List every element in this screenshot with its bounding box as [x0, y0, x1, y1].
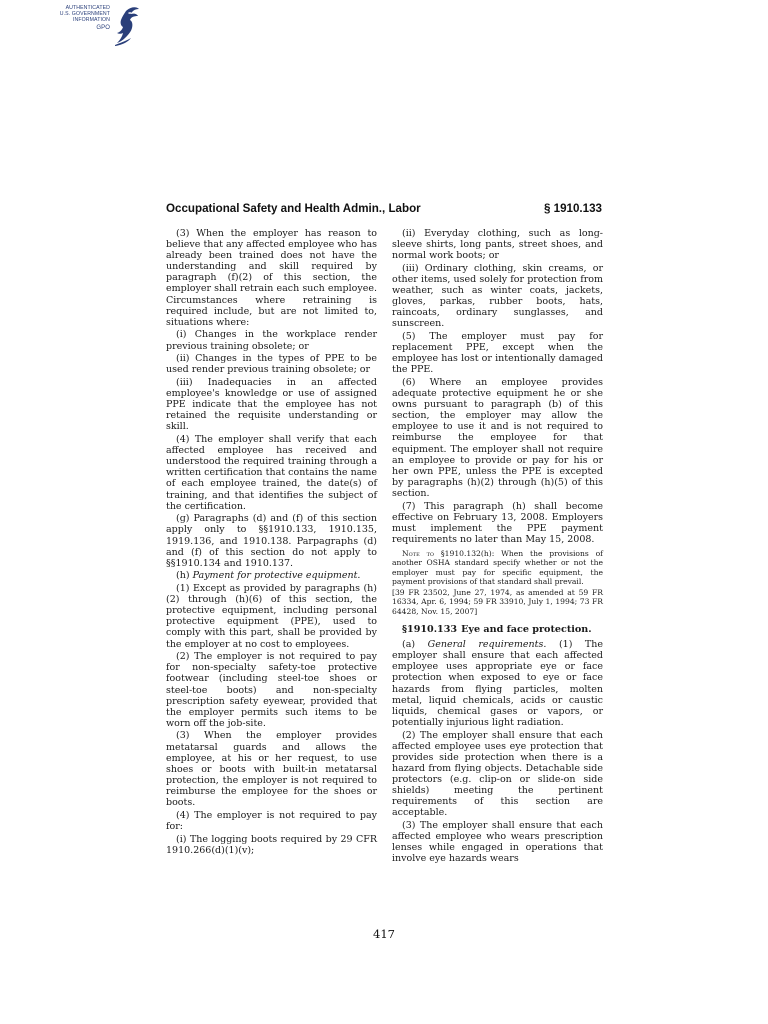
gpo-authenticated-logo — [30, 5, 142, 47]
gpo-logo-line: GPO — [96, 24, 110, 31]
note-text: §1910.132(h): When the provisions of another OSHA standard specify whether or not the employer must pay for specific equipment, the payment provisions of that standard shall prevail. — [392, 549, 603, 586]
paragraph: (1) Except as provided by paragraphs (h)(2) through (h)(6) of this section, the protective equipment, including personal protective equipment (PPE), used to comply with this part, shall be provided by the employer at no cost to employees. — [166, 583, 377, 650]
paragraph: (g) Paragraphs (d) and (f) of this section apply only to §§1910.133, 1910.135, 1919.136, and 1910.138. Parpagraphs (d) and (f) of this section do not apply to §§1910.134 and 1910.137. — [166, 513, 377, 569]
paragraph-prefix: (h) — [176, 570, 190, 582]
gpo-logo-line: U.S. GOVERNMENT — [59, 11, 110, 18]
paragraph: (2) The employer is not required to pay for non-specialty safety-toe protective footwear (including steel-toe shoes or steel-toe boots) and non-specialty prescription safety eyewear, provided that the employer permits such items to be worn off the job-site. — [166, 651, 377, 729]
paragraph: (4) The employer is not required to pay for: — [166, 809, 377, 832]
page-number: 417 — [373, 927, 395, 941]
paragraph: (3) When the employer provides metatarsal guards and allows the employee, at his or her request, to use shoes or boots with built-in metatarsal protection, the employer is not required to reimburse the employee for the shoes or boots. — [166, 730, 377, 809]
paragraph: (4) The employer shall verify that each affected employee has received and understood the required training through a written certification that contains the name of each employee trained, the date(s) of training, and that identifies the subject of the certification. — [166, 434, 377, 512]
editorial-note — [392, 549, 603, 586]
paragraph: (i) Changes in the workplace render previous training obsolete; or — [166, 329, 377, 352]
running-head — [166, 202, 602, 220]
paragraph-subject: Payment for protective equipment. — [192, 570, 361, 582]
paragraph-text: (1) The employer shall ensure that each affected employee uses appropriate eye or face protection when exposed to eye or face hazards from flying particles, molten metal, liquid chemicals, acids or caustic liquids, chemical gases or vapors, or potentially injurious light radiation. — [392, 639, 604, 728]
paragraph: (6) Where an employee provides adequate protective equipment he or she owns pursuant to paragraph (b) of this section, the employer may allow the employee to use it and is not required to reimburse the employee for that equipment. The employer shall not require an employee to provide or pay for his or her own PPE, unless the PPE is excepted by paragraphs (h)(2) through (h)(5) of this section. — [392, 377, 603, 499]
source-citation: [39 FR 23502, June 27, 1974, as amended at 59 FR 16334, Apr. 6, 1994; 59 FR 33910, July 1, 1994; 73 FR 64428, Nov. 15, 2007] — [392, 588, 603, 616]
gpo-logo-line: AUTHENTICATED — [65, 5, 110, 11]
eagle-icon — [112, 5, 142, 47]
paragraph: (ii) Everyday clothing, such as long-sleeve shirts, long pants, street shoes, and normal work boots; or — [392, 228, 603, 262]
paragraph: (3) When the employer has reason to believe that any affected employee who has already been trained does not have the understanding and skill required by paragraph (f)(2) of this section, the employer shall retrain each such employee. Circumstances where retraining is required include, but are not limited to, situations where: — [166, 228, 377, 328]
paragraph-prefix: (a) — [402, 639, 416, 651]
running-head-section: § 1910.133 — [543, 202, 602, 215]
paragraph-subject: General requirements. — [427, 639, 547, 651]
paragraph: (2) The employer shall ensure that each affected employee uses eye protection that provides side protection when there is a hazard from flying objects. Detachable side protectors (e.g. clip-on or slide-on side shields) meeting the pertinent requirements of this section are acceptable. — [392, 729, 603, 819]
paragraph: (iii) Inadequacies in an affected employee's knowledge or use of assigned PPE indicate that the employee has not retained the requisite understanding or skill. — [166, 377, 377, 433]
running-head-title: Occupational Safety and Health Admin., Labor — [166, 202, 421, 215]
paragraph: (7) This paragraph (h) shall become effective on February 13, 2008. Employers must implement the PPE payment requirements no later than May 15, 2008. — [392, 500, 603, 545]
right-column — [392, 228, 603, 866]
gpo-logo-line: INFORMATION — [72, 17, 110, 24]
paragraph: (ii) Changes in the types of PPE to be used render previous training obsolete; or — [166, 353, 377, 376]
left-column — [166, 228, 377, 857]
section-title: Eye and face protection. — [461, 624, 592, 636]
gpo-logo-text — [30, 5, 110, 31]
note-label: Note to — [402, 549, 435, 558]
paragraph-h-heading — [166, 570, 377, 581]
paragraph: (iii) Ordinary clothing, skin creams, or other items, used solely for protection from weather, such as winter coats, jackets, gloves, parkas, rubber boots, hats, raincoats, ordinary sunglasses, and sunscreen. — [392, 262, 603, 330]
paragraph: (5) The employer must pay for replacement PPE, except when the employee has lost or intentionally damaged the PPE. — [392, 331, 603, 376]
paragraph: (3) The employer shall ensure that each affected employee who wears prescription lenses while engaged in operations that involve eye hazards wears — [392, 819, 603, 865]
paragraph-a — [392, 639, 603, 728]
paragraph: (i) The logging boots required by 29 CFR 1910.266(d)(1)(v); — [166, 833, 377, 856]
section-heading — [392, 624, 603, 635]
section-number: §1910.133 — [402, 624, 458, 636]
